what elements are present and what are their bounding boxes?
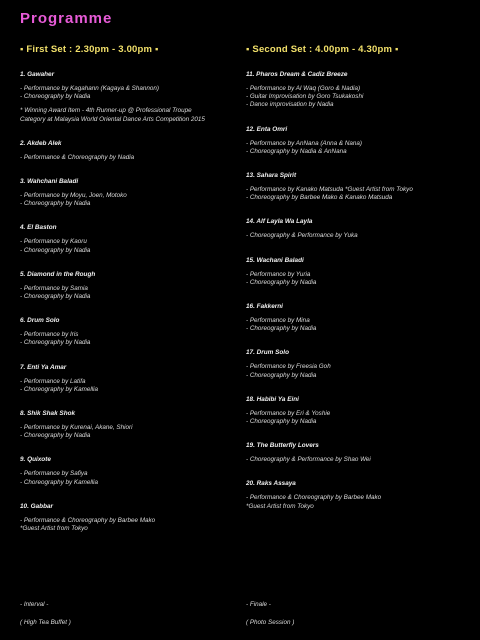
programme-item-detail: - Performance & Choreography by Nadia bbox=[20, 153, 135, 161]
award-note bbox=[20, 107, 240, 123]
programme-item-detail: - Performance & Choreography by Barbee Mako bbox=[246, 494, 382, 502]
programme-item-detail: - Performance by Kanako Matsuda *Guest Artist from Tokyo bbox=[246, 186, 413, 194]
programme-item-detail: - Performance by Mina bbox=[246, 317, 310, 325]
programme-item-title: 18. Habibi Ya Eini bbox=[246, 395, 299, 403]
programme-item-detail: - Performance by Moyu, Joen, Motoko bbox=[20, 192, 127, 200]
programme-item-title: 7. Enti Ya Amar bbox=[20, 363, 67, 371]
programme-item-detail: - Choreography by Barbee Mako & Kanako Matsuda bbox=[246, 194, 393, 202]
programme-item-detail: - Choreography by Nadia bbox=[246, 371, 317, 379]
programme-item-detail: - Performance & Choreography by Barbee Mako bbox=[20, 516, 156, 524]
page-title: Programme bbox=[20, 10, 113, 27]
first-set-column bbox=[20, 44, 240, 549]
programme-item-detail: - Performance by AnNana (Anna & Nana) bbox=[246, 139, 362, 147]
interval-label: - Interval - bbox=[20, 601, 49, 608]
programme-item-detail: - Choreography by Nadia bbox=[20, 432, 91, 440]
programme-item-detail: - Performance by Kagahann (Kagaya & Shannon) bbox=[20, 85, 159, 92]
programme-item-detail: - Performance by Samia bbox=[20, 284, 88, 292]
programme-item-detail: - Choreography by Nadia bbox=[20, 200, 91, 208]
programme-item-title: 16. Fakkerni bbox=[246, 303, 283, 311]
programme-item-detail: - Guitar Improvisation by Goro Tsukakoshi bbox=[246, 93, 364, 101]
programme-item-detail: - Choreography by Nadia bbox=[246, 418, 317, 426]
programme-item-title: 13. Sahara Spirit bbox=[246, 172, 297, 180]
programme-item-detail: - Performance by Latifa bbox=[20, 377, 86, 385]
programme-item-detail: - Performance by Iris bbox=[20, 331, 79, 339]
programme-item-title: 11. Pharos Dream & Cadiz Breeze bbox=[246, 71, 348, 78]
programme-item bbox=[246, 396, 471, 426]
programme-item bbox=[246, 257, 471, 287]
programme-item bbox=[246, 218, 471, 240]
programme-item-title: 17. Drum Solo bbox=[246, 349, 289, 357]
programme-item-title: 5. Diamond in the Rough bbox=[20, 270, 96, 278]
first-set-heading: ▪ First Set : 2.30pm - 3.00pm ▪ bbox=[20, 44, 159, 55]
programme-item bbox=[20, 456, 240, 486]
photo-session-label: ( Photo Session ) bbox=[246, 619, 295, 626]
programme-item-detail: - Choreography by Nadia bbox=[246, 278, 317, 286]
programme-item-title: 14. Alf Layla Wa Layla bbox=[246, 218, 313, 226]
programme-item-detail: - Choreography & Performance by Shao Wei bbox=[246, 456, 371, 464]
programme-item bbox=[20, 410, 240, 440]
programme-item bbox=[246, 71, 471, 110]
programme-item-detail: - Choreography by Nadia & AnNana bbox=[246, 147, 347, 155]
second-set-heading: ▪ Second Set : 4.00pm - 4.30pm ▪ bbox=[246, 44, 399, 55]
programme-item-title: 8. Shik Shak Shok bbox=[20, 410, 76, 418]
programme-item-title: 6. Drum Solo bbox=[20, 317, 60, 325]
programme-item-detail: - Choreography & Performance by Yuka bbox=[246, 232, 358, 240]
programme-item-detail: - Performance by Al Waq (Goro & Nadia) bbox=[246, 85, 361, 92]
programme-item bbox=[20, 178, 240, 208]
programme-item-detail: *Guest Artist from Tokyo bbox=[20, 525, 88, 533]
programme-item bbox=[20, 364, 240, 394]
programme-item-title: 1. Gawaher bbox=[20, 71, 55, 78]
programme-item-detail: - Choreography by Kamellia bbox=[20, 478, 99, 486]
programme-item bbox=[20, 503, 240, 533]
programme-item-detail: - Choreography by Kamellia bbox=[20, 385, 99, 393]
programme-item bbox=[246, 442, 471, 464]
programme-item-detail: - Performance by Freesia Goh bbox=[246, 363, 331, 371]
programme-item-title: 19. The Butterfly Lovers bbox=[246, 442, 319, 450]
programme-item-title: 20. Raks Assaya bbox=[246, 480, 296, 488]
programme-item-detail: - Choreography by Nadia bbox=[20, 339, 91, 347]
programme-item-title: 12. Enta Omri bbox=[246, 125, 288, 133]
programme-item bbox=[20, 271, 240, 301]
finale-label: - Finale - bbox=[246, 601, 271, 608]
programme-item-detail: - Choreography by Nadia bbox=[20, 93, 91, 101]
programme-item bbox=[20, 71, 240, 124]
programme-item-title: 9. Quixote bbox=[20, 456, 51, 464]
programme-item-detail: - Choreography by Nadia bbox=[20, 293, 91, 301]
programme-item-title: 3. Wahchani Baladi bbox=[20, 178, 79, 186]
programme-item-title: 4. El Baston bbox=[20, 224, 57, 232]
programme-item bbox=[246, 172, 471, 202]
programme-item-detail: - Choreography by Nadia bbox=[246, 325, 317, 333]
award-note-line: Category at Malaysia World Oriental Dance Arts Competition 2015 bbox=[20, 115, 205, 123]
programme-item bbox=[246, 349, 471, 379]
programme-item bbox=[20, 317, 240, 347]
programme-item-detail: - Dance improvisation by Nadia bbox=[246, 101, 334, 109]
programme-item-detail: - Choreography by Nadia bbox=[20, 246, 91, 254]
programme-item-detail: - Performance by Safiya bbox=[20, 470, 88, 478]
programme-item-detail: - Performance by Yuria bbox=[246, 270, 311, 278]
programme-item-detail: *Guest Artist from Tokyo bbox=[246, 502, 314, 510]
programme-item bbox=[246, 303, 471, 333]
award-note-line: * Winning Award Item - 4th Runner-up @ Professional Troupe bbox=[20, 107, 192, 115]
programme-item bbox=[20, 224, 240, 254]
second-set-column bbox=[246, 44, 471, 527]
programme-item-detail: - Performance by Eri & Yoshie bbox=[246, 409, 331, 417]
programme-item-title: 15. Wachani Baladi bbox=[246, 256, 304, 264]
programme-item-detail: - Performance by Kaoru bbox=[20, 238, 87, 246]
programme-item-title: 10. Gabbar bbox=[20, 502, 54, 510]
programme-item bbox=[246, 126, 471, 156]
high-tea-label: ( High Tea Buffet ) bbox=[20, 619, 71, 626]
programme-item-title: 2. Akdeb Alek bbox=[20, 139, 62, 147]
programme-item bbox=[246, 480, 471, 510]
programme-item bbox=[20, 140, 240, 162]
programme-item-detail: - Performance by Kurenai, Akane, Shiori bbox=[20, 424, 133, 432]
